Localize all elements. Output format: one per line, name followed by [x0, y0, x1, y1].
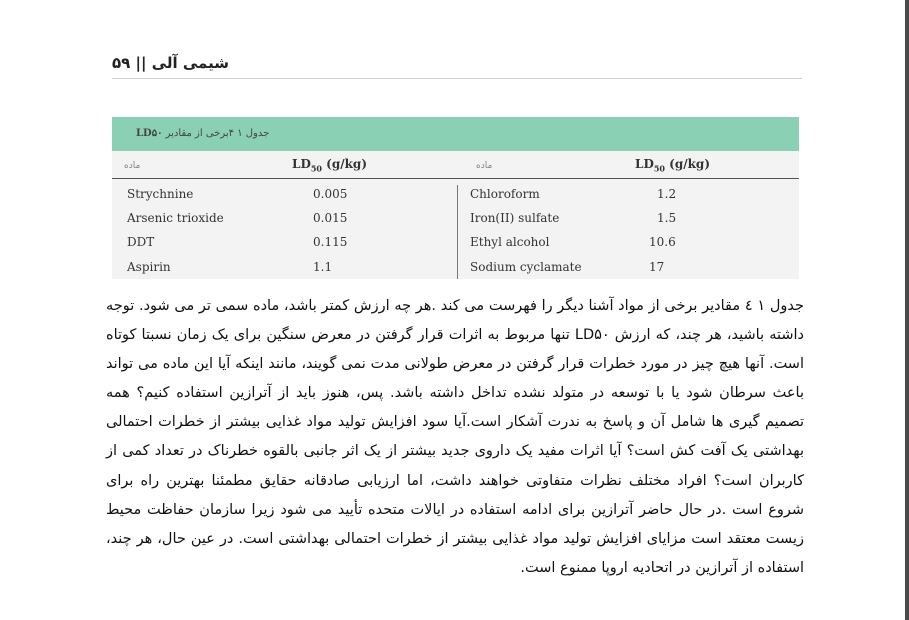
- header-rule: [112, 178, 799, 179]
- header-label-left: ماده: [124, 161, 141, 171]
- table-cell-value: 10.6: [649, 235, 676, 249]
- table-cell-value: 1.5: [657, 211, 677, 225]
- table-cell-value: 0.005: [313, 187, 348, 201]
- window-edge: [905, 0, 909, 620]
- running-head: شیمی آلی || ۵۹: [112, 54, 229, 72]
- column-header-right: [635, 157, 710, 173]
- table-caption: [136, 128, 269, 139]
- col-sub: 50: [310, 163, 322, 174]
- body-paragraph: جدول ۱ ٤ مقادیر برخی از مواد آشنا دیگر را فهرست می کند .هر چه ارزش کمتر باشد، ماده سمی تر می شود. توجه داشته باشید، هر چند، که ارزش LD۵۰ تنها مربوط به اثرات قرار گرفتن در معرض سنگین برای یک زمان نسبتا کوتاه است. آنها هیچ چیز در مورد خطرات قرار گرفتن در معرض طولانی مدت نمی گویند، مانند اینکه آیا این ماده می تواند باعث سرطان شود یا با توسعه در متولد نشده تداخل داشته باشد. پس، هنوز باید از آترازین استفاده کنیم؟ همه تصمیم گیری ها شامل آن و پاسخ به ندرت آشکار است.آیا سود افزایش تولید مواد غذایی بیشتر از خطرات احتمالی بهداشتی یک آفت کش است؟ آیا اثرات مفید یک داروی جدید بیشتر از یک اثر جانبی بالقوه خطرناک در تعداد کمی از کاربران است؟ افراد مختلف نظرات متفاوتی خواهند داشت، اما ارزیابی صادقانه حقایق مطمئنا بهترین راه برای شروع است .در حال حاضر آترازین برای ادامه استفاده در ایالات متحده تأیید می شود زیرا سازمان حفاظت محیط زیست معتقد است مزایای افزایش تولید مواد غذایی بیشتر از خطرات احتمالی بهداشتی است. در عین حال، هر چند، استفاده از آترازین در اتحادیه اروپا ممنوع است.: [106, 298, 804, 576]
- column-header-left: [292, 157, 367, 173]
- ld50-table: [112, 117, 799, 279]
- table-cell-name: Chloroform: [470, 187, 540, 201]
- table-cell-value: 1.1: [313, 260, 333, 274]
- col-sub: 50: [653, 163, 665, 174]
- table-cell-name: Ethyl alcohol: [470, 235, 550, 249]
- col-main: LD: [635, 157, 654, 171]
- column-divider: [457, 185, 458, 279]
- table-cell-name: Sodium cyclamate: [470, 260, 582, 274]
- table-cell-value: 1.2: [657, 187, 677, 201]
- table-cell-name: Iron(II) sulfate: [470, 211, 560, 225]
- col-unit: (g/kg): [664, 157, 710, 171]
- table-caption-bar: [112, 117, 799, 151]
- page-header: [112, 52, 802, 79]
- caption-bold: LD۵۰: [136, 128, 163, 139]
- col-main: LD: [292, 157, 311, 171]
- table-cell-name: Aspirin: [127, 260, 171, 274]
- header-label-right: ماده: [476, 161, 493, 171]
- table-cell-name: Arsenic trioxide: [127, 211, 224, 225]
- caption-prefix: جدول ۱ ۴برخی از مقادیر: [165, 128, 270, 139]
- table-cell-value: 0.115: [313, 235, 348, 249]
- table-cell-value: 17: [649, 260, 665, 274]
- col-unit: (g/kg): [321, 157, 367, 171]
- table-cell-name: DDT: [127, 235, 155, 249]
- table-cell-value: 0.015: [313, 211, 348, 225]
- body-text: [106, 292, 804, 583]
- table-cell-name: Strychnine: [127, 187, 194, 201]
